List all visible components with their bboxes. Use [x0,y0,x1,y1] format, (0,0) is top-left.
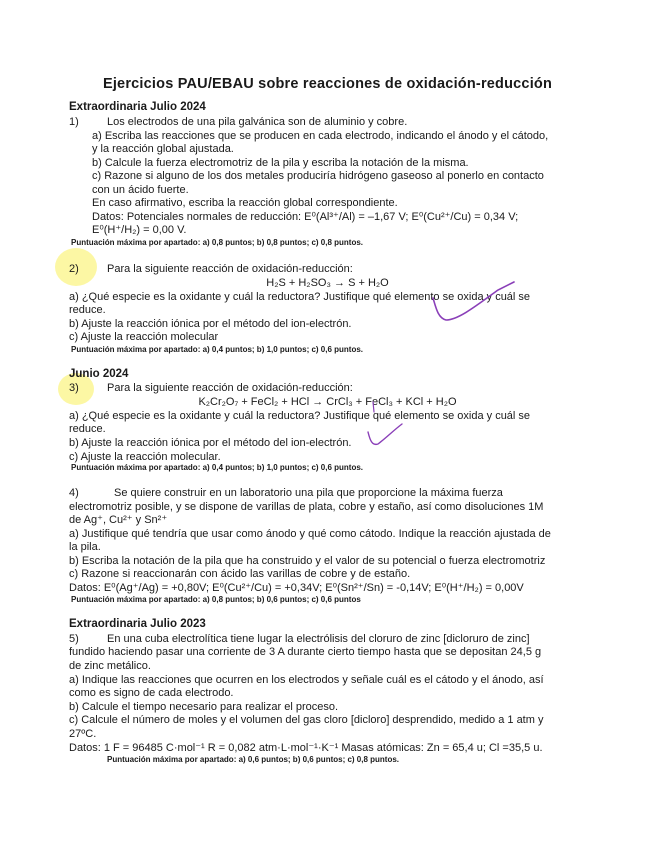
exercise-text: b) Ajuste la reacción iónica por el método del ion-electrón. [69,437,352,449]
exercise-text: la pila. [69,541,101,553]
exercise-number: 2) [69,263,79,275]
exercise-text: b) Escriba la notación de la pila que ha construido y el valor de su potencial o fuerza electromotriz [69,555,546,567]
exercise-text: electromotriz posible, y se dispone de varillas de plata, cobre y estaño, así como disoluciones 1M [69,501,544,513]
reaction-equation: K₂Cr₂O₇ + FeCl₂ + HCl → CrCl₃ + FeCl₃ + KCl + H₂O [198,396,457,408]
section-heading: Junio 2024 [69,368,129,380]
exercise-number: 3) [69,382,79,394]
exercise-text: Los electrodos de una pila galvánica son de aluminio y cobre. [107,116,408,128]
exercise-text: de Ag⁺, Cu²⁺ y Sn²⁺ [69,514,168,526]
exercise-number: 5) [69,633,79,645]
exercise-text: 27ºC. [69,728,97,740]
exercise-data: Datos: E⁰(Ag⁺/Ag) = +0,80V; E⁰(Cu²⁺/Cu) = +0,34V; E⁰(Sn²⁺/Sn) = -0,14V; E⁰(H⁺/H₂) = 0,00V [69,582,524,594]
exercise-data: Datos: 1 F = 96485 C·mol⁻¹ R = 0,082 atm·L·mol⁻¹·K⁻¹ Masas atómicas: Zn = 65,4 u; Cl =35,5 u. [69,742,543,754]
exercise-number: 1) [69,116,79,128]
exercise-data: Datos: Potenciales normales de reducción: E⁰(Al³⁺/Al) = –1,67 V; E⁰(Cu²⁺/Cu) = 0,34 V; [92,211,519,223]
exercise-text: b) Ajuste la reacción iónica por el método del ion-electrón. [69,318,352,330]
section-heading: Extraordinaria Julio 2023 [69,618,206,630]
section-heading: Extraordinaria Julio 2024 [69,101,206,113]
exercise-text: b) Calcule el tiempo necesario para realizar el proceso. [69,701,339,713]
score-note: Puntuación máxima por apartado: a) 0,4 puntos; b) 1,0 puntos; c) 0,6 puntos. [71,463,364,472]
exercise-text: c) Razone si reaccionarán con ácido las varillas de cobre y de estaño. [69,568,411,580]
exercise-text: Para la siguiente reacción de oxidación-reducción: [107,382,353,394]
exercise-text: c) Razone si alguno de los dos metales produciría hidrógeno gaseoso al ponerlo en contacto [92,170,544,182]
exercise-text: reduce. [69,423,106,435]
exercise-text: con un ácido fuerte. [92,184,189,196]
score-note: Puntuación máxima por apartado: a) 0,4 puntos; b) 1,0 puntos; c) 0,6 puntos. [71,345,364,354]
exercise-text: a) Escriba las reacciones que se producen en cada electrodo, indicando el ánodo y el cátodo, [92,130,549,142]
exercise-text: a) ¿Qué especie es la oxidante y cuál la reductora? Justifique qué elemento se oxida y cuál se [69,410,531,422]
exercise-text: c) Ajuste la reacción molecular [69,331,219,343]
exercise-text: c) Ajuste la reacción molecular. [69,451,221,463]
exercise-text: a) Indique las reacciones que ocurren en los electrodos y señale cuál es el cátodo y el ánodo, así [69,674,544,686]
ink-check-mark [368,424,402,444]
exercise-text: reduce. [69,304,106,316]
exercise-text: Para la siguiente reacción de oxidación-reducción: [107,263,353,275]
exercise-text: como es signo de cada electrodo. [69,687,234,699]
exercise-text: de zinc metálico. [69,660,151,672]
exercise-text: En caso afirmativo, escriba la reacción global correspondiente. [92,197,398,209]
exercise-text: fundido haciendo pasar una corriente de 3 A durante cierto tiempo hasta que se depositan 24,5 g [69,646,542,658]
page-title: Ejercicios PAU/EBAU sobre reacciones de oxidación-reducción [102,76,553,92]
exercise-text: y la reacción global ajustada. [92,143,234,155]
exercise-text: c) Calcule el número de moles y el volumen del gas cloro [dicloro] desprendido, medido a 1 atm y [69,714,544,726]
exercise-number: 4) [69,487,79,499]
exercise-text: a) ¿Qué especie es la oxidante y cuál la reductora? Justifique qué elemento se oxida y cuál se [69,291,531,303]
exercise-text: Se quiere construir en un laboratorio una pila que proporcione la máxima fuerza [114,487,503,499]
reaction-equation: H₂S + H₂SO₃ → S + H₂O [266,277,389,289]
score-note: Puntuación máxima por apartado: a) 0,8 puntos; b) 0,6 puntos; c) 0,6 puntos [71,595,361,604]
exercise-text: En una cuba electrolítica tiene lugar la electrólisis del cloruro de zinc [dicloruro de zinc] [107,633,530,645]
score-note: Puntuación máxima por apartado: a) 0,6 puntos; b) 0,6 puntos; c) 0,8 puntos. [107,755,400,764]
score-note: Puntuación máxima por apartado: a) 0,8 puntos; b) 0,8 puntos; c) 0,8 puntos. [71,238,364,247]
exercise-text: b) Calcule la fuerza electromotriz de la pila y escriba la notación de la misma. [92,157,469,169]
exercise-data: E⁰(H⁺/H₂) = 0,00 V. [92,224,187,236]
exercise-text: a) Justifique qué tendría que usar como ánodo y qué como cátodo. Indique la reacción ajustada de [69,528,551,540]
